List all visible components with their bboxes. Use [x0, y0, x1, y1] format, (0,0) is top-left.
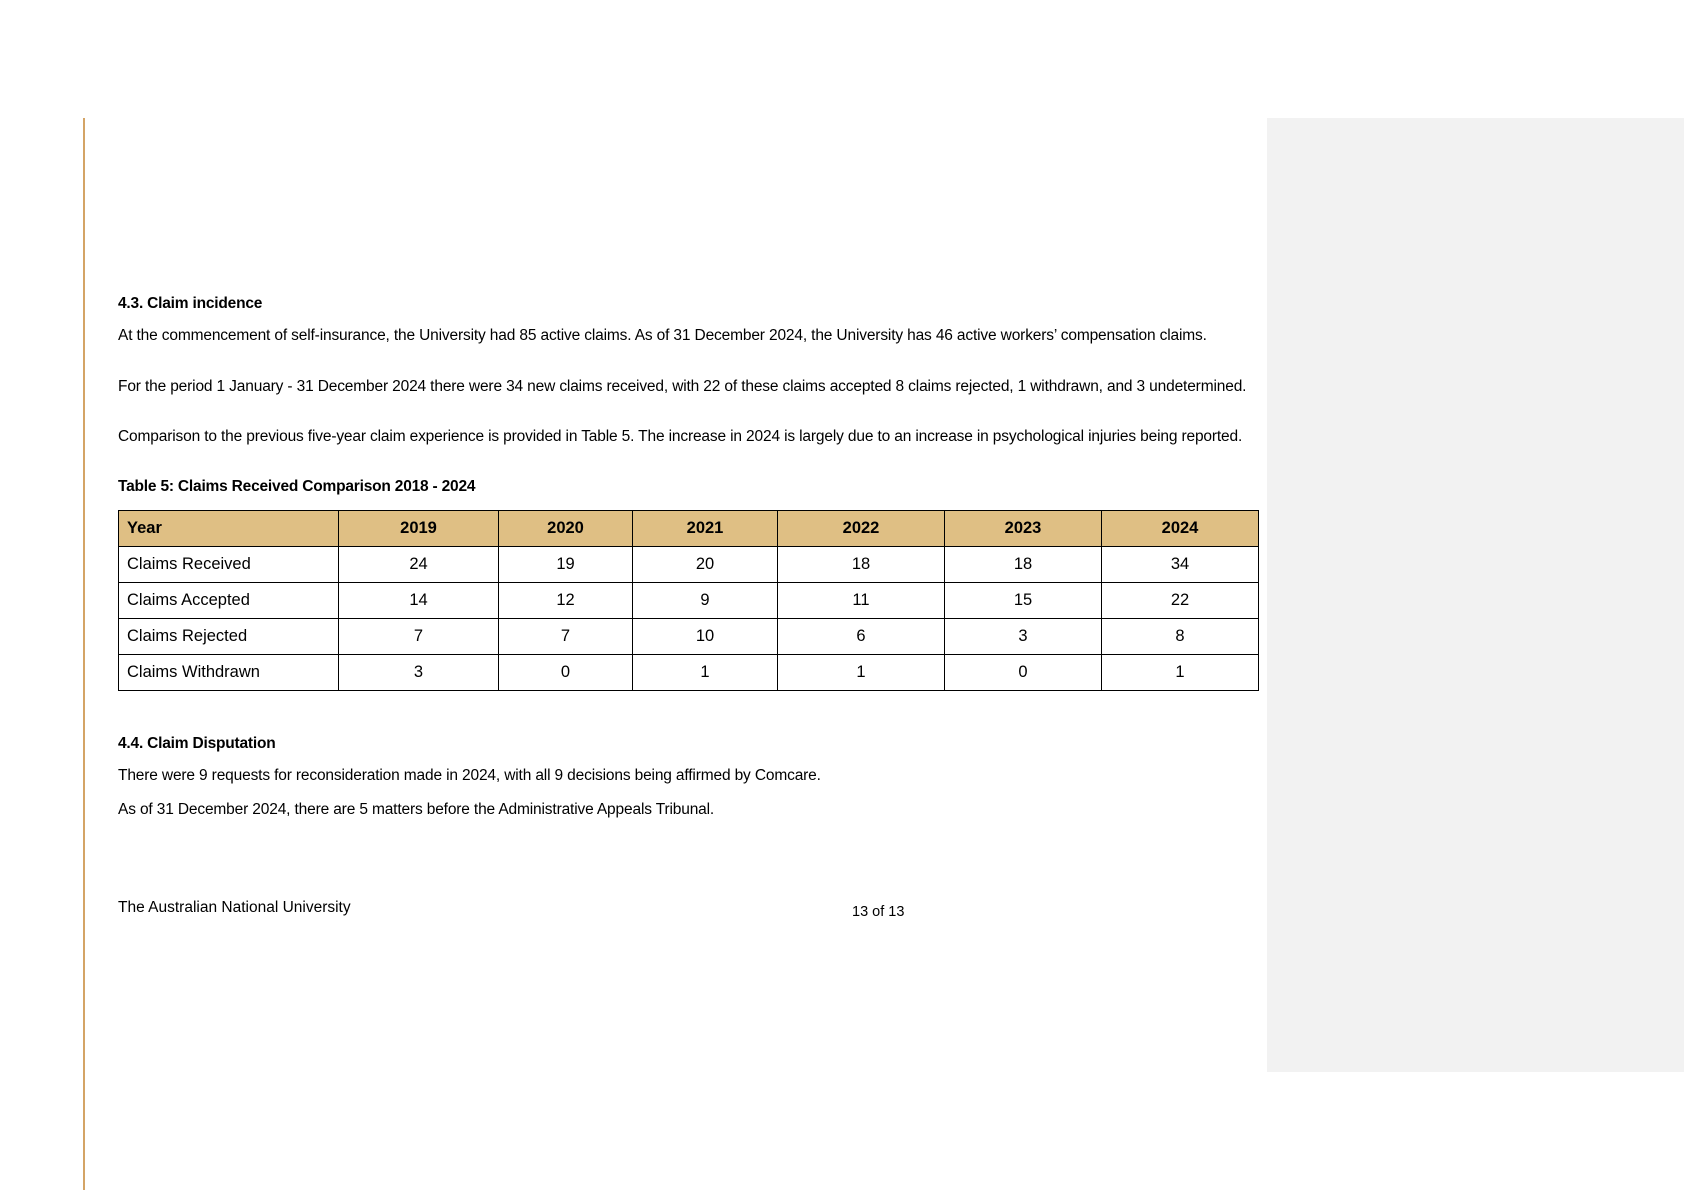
- header-cell-2023: 2023: [945, 511, 1102, 547]
- table-cell: 34: [1102, 547, 1259, 583]
- table-cell: 1: [633, 655, 778, 691]
- table-cell: 6: [778, 619, 945, 655]
- table-cell: 1: [1102, 655, 1259, 691]
- table-row: [119, 655, 1259, 691]
- footer-page-number: 13 of 13: [852, 904, 905, 920]
- section-4-3-heading: 4.3. Claim incidence: [118, 295, 263, 312]
- section-4-4-paragraph-2: As of 31 December 2024, there are 5 matters before the Administrative Appeals Tribunal.: [118, 801, 715, 818]
- header-cell-2020: 2020: [499, 511, 633, 547]
- header-cell-year: Year: [119, 511, 339, 547]
- header-cell-2024: 2024: [1102, 511, 1259, 547]
- table-cell: 15: [945, 583, 1102, 619]
- row-label-claims-received: Claims Received: [119, 547, 339, 583]
- table-cell: 9: [633, 583, 778, 619]
- section-4-3-paragraph-3: Comparison to the previous five-year claim experience is provided in Table 5. The increase in 2024 is largely due to an increase in psychological injuries being reported.: [118, 428, 1243, 445]
- table-cell: 7: [499, 619, 633, 655]
- header-cell-2021: 2021: [633, 511, 778, 547]
- table-header-row: [119, 511, 1259, 547]
- comment-pane: [1267, 118, 1684, 1072]
- section-4-4-heading: 4.4. Claim Disputation: [118, 735, 276, 752]
- table-5-caption: Table 5: Claims Received Comparison 2018 - 2024: [118, 478, 476, 495]
- table-cell: 20: [633, 547, 778, 583]
- table-cell: 12: [499, 583, 633, 619]
- table-cell: 19: [499, 547, 633, 583]
- table-cell: 22: [1102, 583, 1259, 619]
- table-row: [119, 547, 1259, 583]
- section-4-4-paragraph-1: There were 9 requests for reconsideration made in 2024, with all 9 decisions being affirmed by Comcare.: [118, 767, 821, 784]
- table-cell: 14: [339, 583, 499, 619]
- table-cell: 7: [339, 619, 499, 655]
- table-row: [119, 583, 1259, 619]
- table-cell: 24: [339, 547, 499, 583]
- table-cell: 10: [633, 619, 778, 655]
- table-cell: 18: [945, 547, 1102, 583]
- table-cell: 8: [1102, 619, 1259, 655]
- claims-comparison-table: [118, 510, 1259, 691]
- table-cell: 3: [945, 619, 1102, 655]
- section-4-3-paragraph-1: At the commencement of self-insurance, the University had 85 active claims. As of 31 December 2024, the University has 46 active workers’ compensation claims.: [118, 327, 1207, 344]
- page-margin-rule: [83, 118, 85, 1190]
- table-cell: 18: [778, 547, 945, 583]
- table-cell: 0: [499, 655, 633, 691]
- row-label-claims-rejected: Claims Rejected: [119, 619, 339, 655]
- footer-organisation: The Australian National University: [118, 899, 351, 916]
- header-cell-2019: 2019: [339, 511, 499, 547]
- table-cell: 3: [339, 655, 499, 691]
- section-4-3-paragraph-2: For the period 1 January - 31 December 2024 there were 34 new claims received, with 22 of these claims accepted 8 claims rejected, 1 withdrawn, and 3 undetermined.: [118, 378, 1247, 395]
- table-cell: 1: [778, 655, 945, 691]
- row-label-claims-accepted: Claims Accepted: [119, 583, 339, 619]
- header-cell-2022: 2022: [778, 511, 945, 547]
- table-cell: 0: [945, 655, 1102, 691]
- table-row: [119, 619, 1259, 655]
- table-cell: 11: [778, 583, 945, 619]
- row-label-claims-withdrawn: Claims Withdrawn: [119, 655, 339, 691]
